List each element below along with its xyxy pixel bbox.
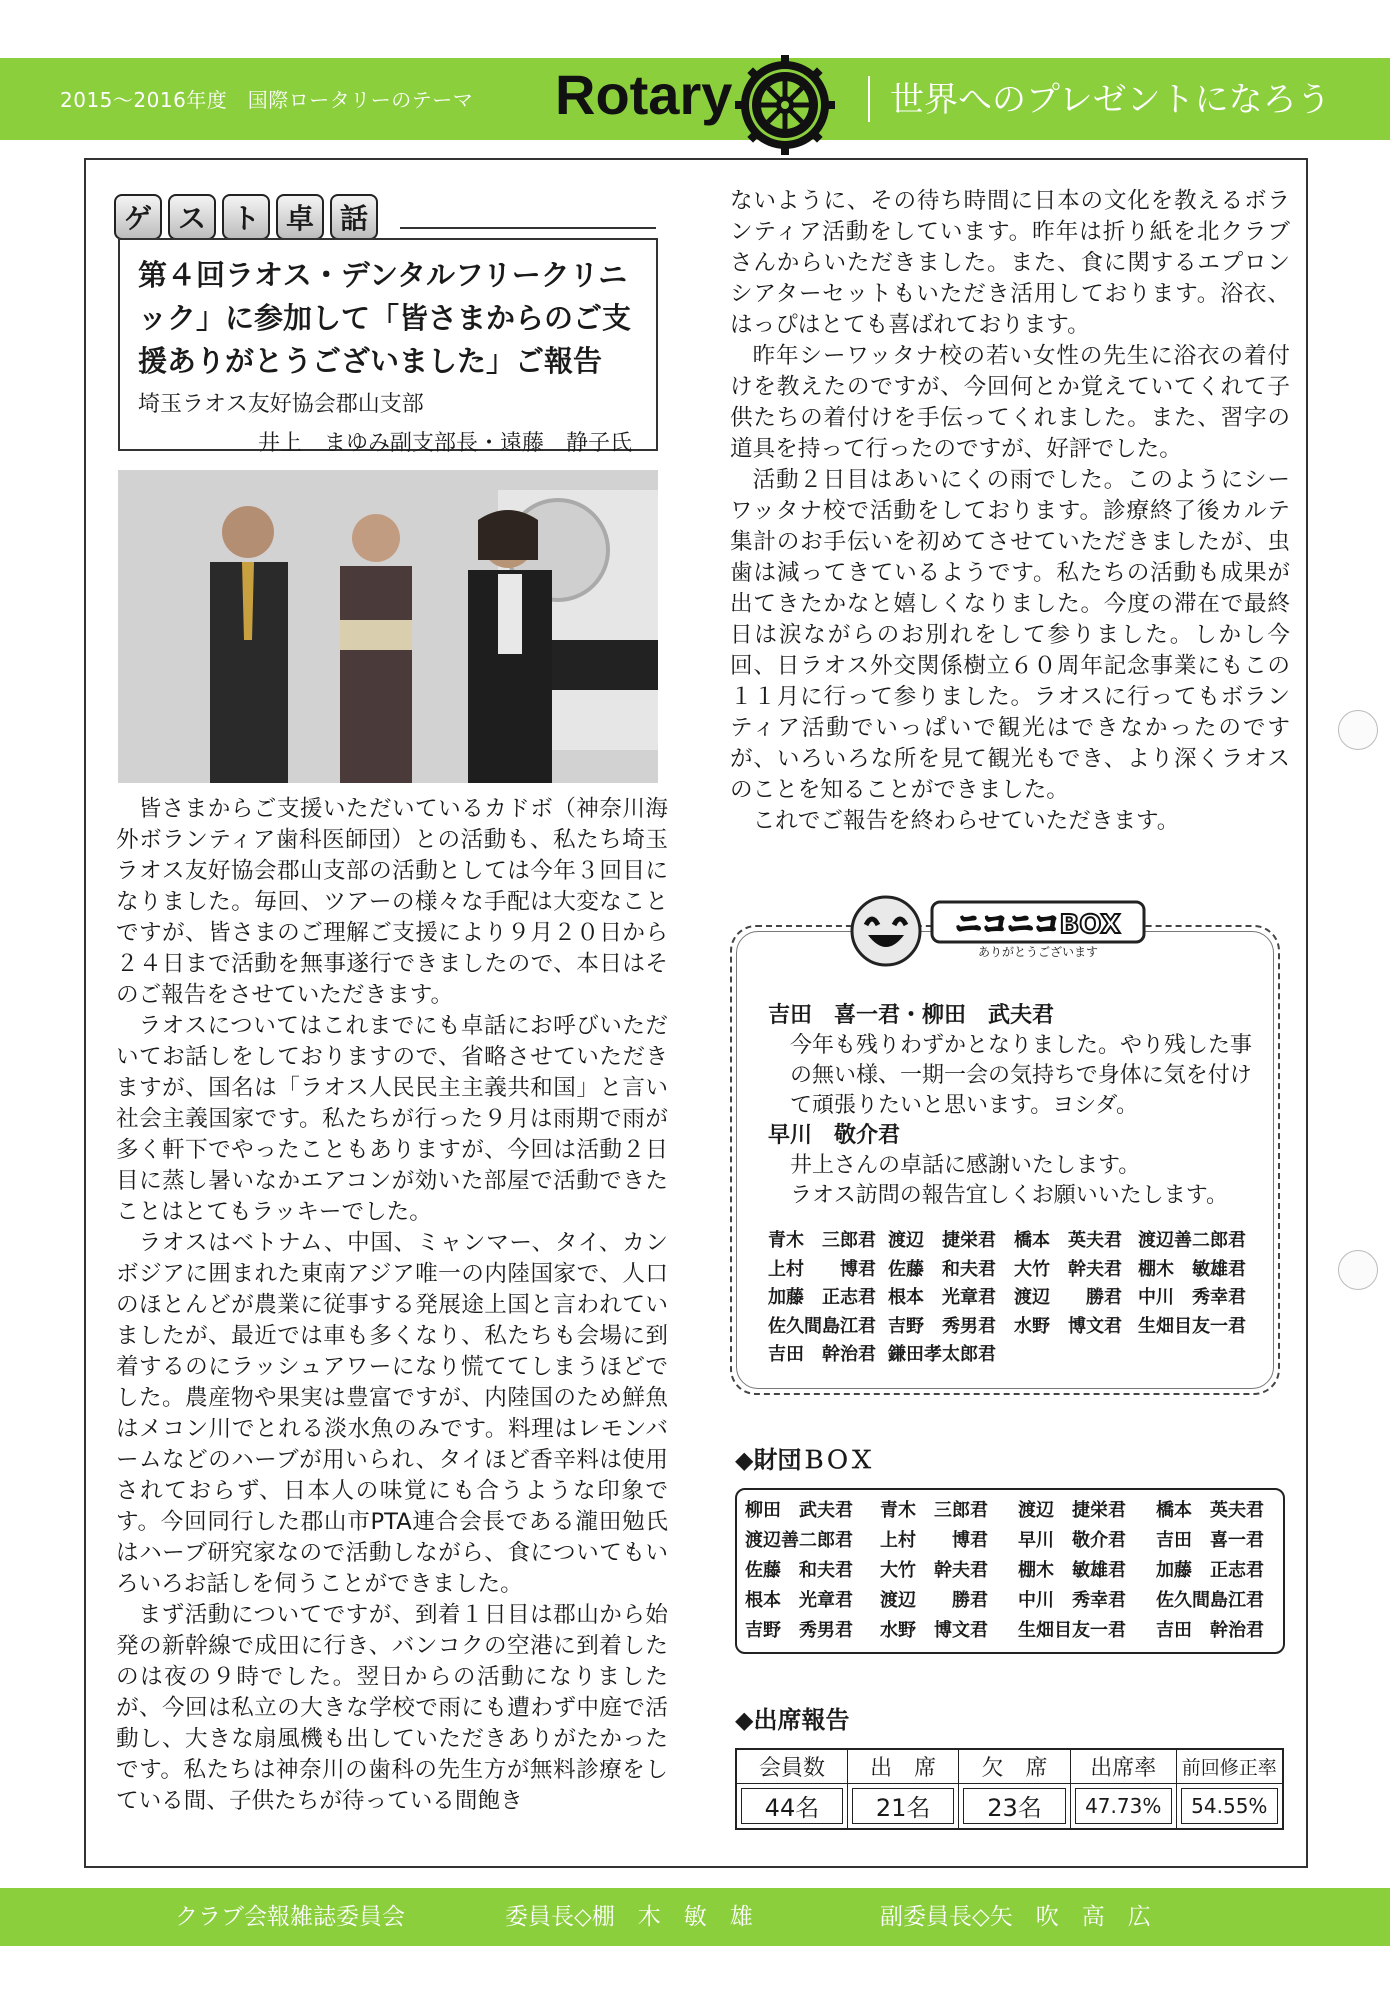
attendance-header: 出席率	[1070, 1749, 1176, 1783]
name-row	[768, 1284, 1278, 1313]
member-name: 生畑目友一君	[1018, 1620, 1126, 1641]
article-paragraph: ラオスはベトナム、中国、ミャンマー、タイ、カンボジアに囲まれた東南アジア唯一の内陸国家で、人口のほとんどが農業に従事する発展途上国と言われていましたが、最近では車も多くなり、私たちも会場に到着するのにラッシュアワーになり慌ててしまうほどでした。農産物や果実は豊富ですが、内陸国のため鮮魚はメコン川でとれる淡水魚のみです。料理はレモンバームなどのハーブが用いられ、タイほど香辛料は使用されておらず、日本人の味覚にも合うような印象です。今回同行した郡山市PTA連合会長である瀧田勉氏はハーブ研究家なので活動しながら、食についてもいろいろお話しを伺うことができました。	[116, 1230, 668, 1597]
member-name: 佐藤 和夫君	[888, 1258, 996, 1280]
name-row	[768, 1256, 1278, 1285]
member-name: 吉田 幹治君	[1156, 1620, 1264, 1641]
attendance-cell	[847, 1783, 958, 1829]
attendance-value-row	[736, 1783, 1283, 1829]
attendance-title: ◆出席報告	[735, 1706, 850, 1734]
member-name: 早川 敬介君	[1018, 1530, 1126, 1551]
article-paragraph: これでご報告を終わらせていただきます。	[752, 808, 1180, 834]
member-name: 加藤 正志君	[768, 1287, 876, 1309]
attendance-table	[735, 1748, 1284, 1830]
badge-char: ト	[222, 194, 270, 240]
niko-entry-message: 今年も残りわずかとなりました。やり残した事の無い様、一期一会の気持ちで身体に気を付けて頑張りたいと思います。ヨシダ。	[790, 1033, 1253, 1118]
member-name: 吉田 喜一君	[1156, 1530, 1264, 1551]
talk-title: 第４回ラオス・デンタルフリークリニック」に参加して「皆さまからのご支援ありがとうございました」ご報告	[138, 258, 632, 378]
binding-hole	[1338, 710, 1378, 750]
badge-char: ス	[168, 194, 216, 240]
name-row	[768, 1313, 1278, 1342]
member-name: 佐久間島江君	[1156, 1590, 1264, 1611]
article-paragraph: まず活動についてですが、到着１日目は郡山から始発の新幹線で成田に行き、バンコクの空港に到着したのは夜の９時でした。翌日からの活動になりましたが、今回は私立の大きな学校で雨にも遭わず中庭で活動し、大きな扇風機も出していただきありがたかったです。私たちは神奈川の歯科の先生方が無料診療をしている間、子供たちが待っている間飽き	[116, 1602, 668, 1814]
footer-chair: 委員長◇棚 木 敏 雄	[505, 1904, 753, 1930]
attendance-header: 欠 席	[959, 1749, 1070, 1783]
member-name: 根本 光章君	[888, 1287, 996, 1309]
heading-rule	[400, 227, 656, 229]
talk-organization: 埼玉ラオス友好協会郡山支部	[138, 392, 424, 417]
attendance-value: 23名	[963, 1788, 1065, 1824]
member-name: 渡辺 捷栄君	[888, 1230, 996, 1251]
member-name: 吉野 秀男君	[745, 1620, 853, 1641]
niko-entry-names: 吉田 喜一君・柳田 武夫君	[768, 1003, 1055, 1028]
member-name: 佐久間島江君	[768, 1315, 876, 1337]
header-slogan: 世界へのプレゼントになろう	[890, 80, 1331, 120]
member-name: 吉野 秀男君	[888, 1315, 996, 1337]
member-name: 渡辺 勝君	[1014, 1287, 1122, 1309]
niko-logo-text: ニコニコBOX	[955, 910, 1121, 940]
member-name: 吉田 幹治君	[768, 1344, 876, 1366]
member-name: 中川 秀幸君	[1138, 1287, 1246, 1309]
article-right-column	[730, 186, 1290, 837]
talk-speakers: 井上 まゆみ副支部長・遠藤 静子氏	[257, 431, 632, 456]
member-name: 水野 博文君	[1014, 1315, 1122, 1337]
binding-hole	[1338, 1250, 1378, 1290]
zaidan-box	[735, 1488, 1285, 1654]
header-divider	[868, 76, 870, 122]
name-row	[768, 1227, 1278, 1256]
niko-messages	[768, 1001, 1268, 1211]
rotary-logo-text: Rotary	[555, 63, 733, 126]
name-row	[745, 1526, 1275, 1556]
name-row	[745, 1556, 1275, 1586]
niko-entry-message: 井上さんの卓話に感謝いたします。 ラオス訪問の報告宜しくお願いいたします。	[790, 1153, 1229, 1208]
group-photo	[118, 470, 658, 783]
header-theme-label: 2015～2016年度 国際ロータリーのテーマ	[60, 88, 474, 112]
article-paragraph: 皆さまからご支援いただいているカドボ（神奈川海外ボランティア歯科医師団）との活動も、私たち埼玉ラオス友好協会郡山支部の活動としては今年３回目になりました。毎回、ツアーの様々な手配は大変なことですが、皆さまのご理解ご支援により９月２０日から２４日まで活動を無事遂行できましたので、本日はそのご報告をさせていただきます。	[116, 796, 668, 1008]
niko-logo-subtext: ありがとうございます	[977, 945, 1099, 959]
niko-name-grid	[768, 1227, 1278, 1370]
badge-char: 話	[330, 194, 378, 240]
member-name: 生畑目友一君	[1138, 1315, 1246, 1337]
attendance-cell	[736, 1783, 847, 1829]
rotary-wheel-icon	[735, 55, 835, 155]
article-left-column	[116, 794, 668, 1817]
member-name: 柳田 武夫君	[745, 1500, 853, 1521]
article-paragraph: 活動２日目はあいにくの雨でした。このようにシーワッタナ校で活動をしております。診療終了後カルテ集計のお手伝いを初めてさせていただきましたが、虫歯は減ってきているようです。私たちの活動も成果が出てきたかなと嬉しくなりました。今度の滞在で最終日は涙ながらのお別れをして参りました。しかし今回、日ラオス外交関係樹立６０周年記念事業にもこの１１月に行って参りました。ラオスに行ってもボランティア活動でいっぱいで観光はできなかったのですが、いろいろな所を見て観光もでき、より深くラオスのことを知ることができました。	[730, 467, 1290, 803]
badge-char: 卓	[276, 194, 324, 240]
talk-title-box	[118, 238, 658, 456]
attendance-header-row	[736, 1749, 1283, 1783]
attendance-header: 会員数	[736, 1749, 847, 1783]
photo-illustration	[118, 470, 658, 783]
member-name: 渡辺 捷栄君	[1018, 1500, 1126, 1521]
member-name: 渡辺善二郎君	[1138, 1230, 1246, 1251]
article-paragraph: 昨年シーワッタナ校の若い女性の先生に浴衣の着付けを教えたのですが、今回何とか覚えていてくれて子供たちの着付けを手伝ってくれました。また、習字の道具を持って行ったのですが、好評でした。	[730, 343, 1290, 462]
member-name: 青木 三郎君	[880, 1500, 988, 1521]
footer-vice-chair: 副委員長◇矢 吹 高 広	[880, 1904, 1151, 1930]
member-name: 大竹 幹夫君	[880, 1560, 988, 1581]
niko-box-logo	[930, 898, 1150, 960]
attendance-value: 44名	[741, 1788, 843, 1824]
member-name: 棚木 敏雄君	[1018, 1560, 1126, 1581]
name-row	[745, 1586, 1275, 1616]
guest-talk-badges	[114, 194, 378, 240]
attendance-value: 54.55%	[1181, 1788, 1278, 1824]
article-paragraph: ないように、その待ち時間に日本の文化を教えるボランティア活動をしています。昨年は折り紙を北クラブさんからいただきました。また、食に関するエプロンシアターセットもいただき活用しております。浴衣、はっぴはとても喜ばれております。	[730, 188, 1290, 338]
member-name: 鎌田孝太郎君	[888, 1344, 996, 1366]
badge-char: ゲ	[114, 194, 162, 240]
member-name: 青木 三郎君	[768, 1230, 876, 1251]
attendance-value: 21名	[852, 1788, 954, 1824]
member-name: 上村 博君	[768, 1258, 876, 1280]
name-row	[745, 1496, 1275, 1526]
attendance-cell	[1070, 1783, 1176, 1829]
niko-entry-names: 早川 敬介君	[768, 1123, 901, 1148]
member-name: 棚木 敏雄君	[1138, 1258, 1246, 1280]
member-name: 大竹 幹夫君	[1014, 1258, 1122, 1280]
smiley-face-icon	[848, 893, 924, 969]
member-name: 根本 光章君	[745, 1590, 853, 1611]
attendance-value: 47.73%	[1075, 1788, 1172, 1824]
member-name: 佐藤 和夫君	[745, 1560, 853, 1581]
member-name: 橋本 英夫君	[1014, 1230, 1122, 1251]
footer-committee: クラブ会報雑誌委員会	[175, 1904, 405, 1930]
attendance-cell	[959, 1783, 1070, 1829]
member-name: 加藤 正志君	[1156, 1560, 1264, 1581]
member-name: 渡辺 勝君	[880, 1590, 988, 1611]
member-name: 渡辺善二郎君	[745, 1530, 853, 1551]
zaidan-box-title: ◆財団ＢＯＸ	[735, 1446, 874, 1474]
name-row	[745, 1616, 1275, 1646]
name-row	[768, 1341, 1278, 1370]
attendance-cell	[1176, 1783, 1283, 1829]
member-name: 水野 博文君	[880, 1620, 988, 1641]
attendance-header: 出 席	[847, 1749, 958, 1783]
member-name: 上村 博君	[880, 1530, 988, 1551]
article-paragraph: ラオスについてはこれまでにも卓話にお呼びいただいてお話しをしておりますので、省略させていただきますが、国名は「ラオス人民民主主義共和国」と言い社会主義国家です。私たちが行った９月は雨期で雨が多く軒下でやったこともありますが、今回は活動２日目に蒸し暑いなかエアコンが効いた部屋で活動できたことはとてもラッキーでした。	[116, 1013, 668, 1225]
attendance-header: 前回修正率	[1176, 1749, 1283, 1783]
member-name: 中川 秀幸君	[1018, 1590, 1126, 1611]
member-name: 橋本 英夫君	[1156, 1500, 1264, 1521]
